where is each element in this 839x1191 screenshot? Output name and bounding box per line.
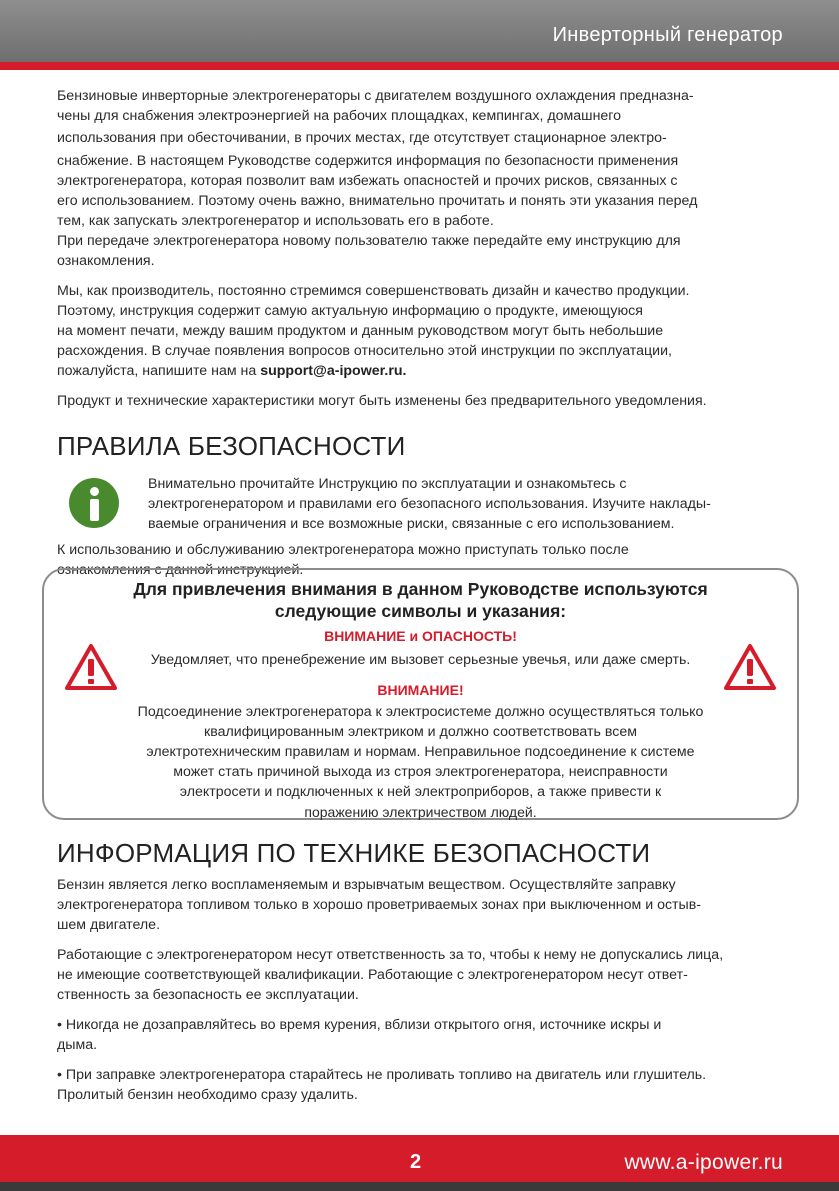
warning-text-line: может стать причиной выхода из строя электрогенератора, неисправности bbox=[173, 764, 668, 780]
intro-disclaimer: Продукт и технические характеристики могут быть изменены без предварительного уведомления. bbox=[57, 393, 707, 409]
warning-text-line: электротехническим правилам и нормам. Неправильное подсоединение к системе bbox=[146, 744, 695, 760]
safety-info-line: шем двигателе. bbox=[57, 917, 161, 933]
intro-line: расхождения. В случае появления вопросов относительно этой инструкции по эксплуатации, bbox=[57, 343, 672, 359]
warning-triangle-icon bbox=[64, 642, 118, 692]
warning-text-line: квалифицированным электриком и должно соответствовать всем bbox=[204, 724, 637, 740]
intro-line: чены для снабжения электроэнергией на рабочих площадках, кемпингах, домашнего bbox=[57, 108, 622, 124]
intro-line: Мы, как производитель, постоянно стремимся совершенствовать дизайн и качество продукции. bbox=[57, 283, 690, 299]
notice-title bbox=[44, 578, 797, 622]
intro-line: его использованием. Поэтому очень важно, внимательно прочитать и понять эти указания перед bbox=[57, 193, 698, 209]
header-title: Инверторный генератор bbox=[552, 24, 783, 46]
intro-line: тем, как запускать электрогенератор и использовать его в работе. bbox=[57, 213, 494, 229]
warning-text-line: поражению электричеством людей. bbox=[304, 804, 537, 820]
bullet-item: • При заправке электрогенератора старайтесь не проливать топливо на двигатель или глушитель. bbox=[57, 1067, 707, 1083]
footer-dark-bar bbox=[0, 1182, 839, 1191]
footer-red-stripe bbox=[0, 1135, 839, 1143]
danger-label: ВНИМАНИЕ и ОПАСНОСТЬ! bbox=[324, 628, 517, 644]
safety-info-section bbox=[57, 838, 777, 1105]
info-notice bbox=[57, 474, 777, 534]
intro-line: Поэтому, инструкция содержит самую актуальную информацию о продукте, имеющуюся bbox=[57, 303, 643, 319]
intro-line: Бензиновые инверторные электрогенераторы с двигателем воздушного охлаждения предназна- bbox=[57, 88, 694, 104]
safety-info-line: Работающие с электрогенератором несут ответственность за то, чтобы к нему не допускались лица, bbox=[57, 947, 724, 963]
safety-info-line: Бензин является легко воспламеняемым и взрывчатым веществом. Осуществляйте заправку bbox=[57, 877, 676, 893]
safety-rules-note: ознакомления с данной инструкцией. bbox=[57, 562, 304, 578]
warning-text-line: Подсоединение электрогенератора к электросистеме должно осуществляться только bbox=[137, 704, 704, 720]
header-red-stripe bbox=[0, 62, 839, 70]
warning-triangle-icon bbox=[723, 642, 777, 692]
warning-label: ВНИМАНИЕ! bbox=[377, 682, 464, 698]
intro-line: ознакомления. bbox=[57, 253, 155, 269]
support-email-link[interactable]: support@a-ipower.ru. bbox=[260, 363, 407, 379]
info-line: ваемые ограничения и все возможные риски, связанные с его использованием. bbox=[148, 516, 675, 532]
warning-text-line: электросети и подключенных к ней электроприборов, а также привести к bbox=[179, 784, 662, 800]
safety-info-heading: ИНФОРМАЦИЯ ПО ТЕХНИКЕ БЕЗОПАСНОСТИ bbox=[57, 838, 651, 868]
notice-title-line: Для привлечения внимания в данном Руководстве используются bbox=[133, 579, 708, 599]
intro-line: электрогенератора, которая позволит вам избежать опасностей и прочих рисков, связанных с bbox=[57, 173, 678, 189]
intro-section bbox=[57, 86, 777, 580]
intro-line: снабжение. В настоящем Руководстве содержится информация по безопасности применения bbox=[57, 153, 679, 169]
safety-info-line: не имеющие соответствующей квалификации. Работающие с электрогенератором несут ответ- bbox=[57, 967, 688, 983]
website-link[interactable]: www.a-ipower.ru bbox=[624, 1151, 783, 1174]
intro-line: использования при обесточивании, в прочих местах, где отсутствует стационарное электро- bbox=[57, 130, 667, 146]
safety-rules-note: К использованию и обслуживанию электрогенератора можно приступать только после bbox=[57, 542, 629, 558]
page-header bbox=[0, 0, 839, 62]
intro-line: на момент печати, между вашим продуктом и данным руководством могут быть небольшие bbox=[57, 323, 664, 339]
symbols-notice-box bbox=[42, 568, 799, 820]
bullet-item: • Никогда не дозаправляйтесь во время курения, вблизи открытого огня, источнике искры и bbox=[57, 1017, 662, 1033]
info-icon bbox=[69, 478, 119, 528]
intro-line: При передаче электрогенератора новому пользователю также передайте ему инструкцию для bbox=[57, 233, 681, 249]
danger-text: Уведомляет, что пренебрежение им вызовет серьезные увечья, или даже смерть. bbox=[150, 652, 691, 668]
intro-contact-line bbox=[57, 361, 777, 381]
safety-info-line: ственность за безопасность ее эксплуатации. bbox=[57, 987, 359, 1003]
safety-info-line: электрогенератора топливом только в хорошо проветриваемых зонах при выключенном и остыв- bbox=[57, 897, 702, 913]
notice-title-line: следующие символы и указания: bbox=[274, 601, 567, 621]
bullet-item: дыма. bbox=[57, 1037, 98, 1053]
info-line: Внимательно прочитайте Инструкцию по эксплуатации и ознакомьтесь с bbox=[148, 476, 627, 492]
contact-prefix: пожалуйста, напишите нам на bbox=[57, 363, 261, 379]
safety-rules-heading: ПРАВИЛА БЕЗОПАСНОСТИ bbox=[57, 431, 406, 461]
info-line: электрогенератором и правилами его безопасного использования. Изучите наклады- bbox=[148, 496, 711, 512]
page-number: 2 bbox=[410, 1151, 422, 1173]
bullet-item: Пролитый бензин необходимо сразу удалить. bbox=[57, 1087, 358, 1103]
